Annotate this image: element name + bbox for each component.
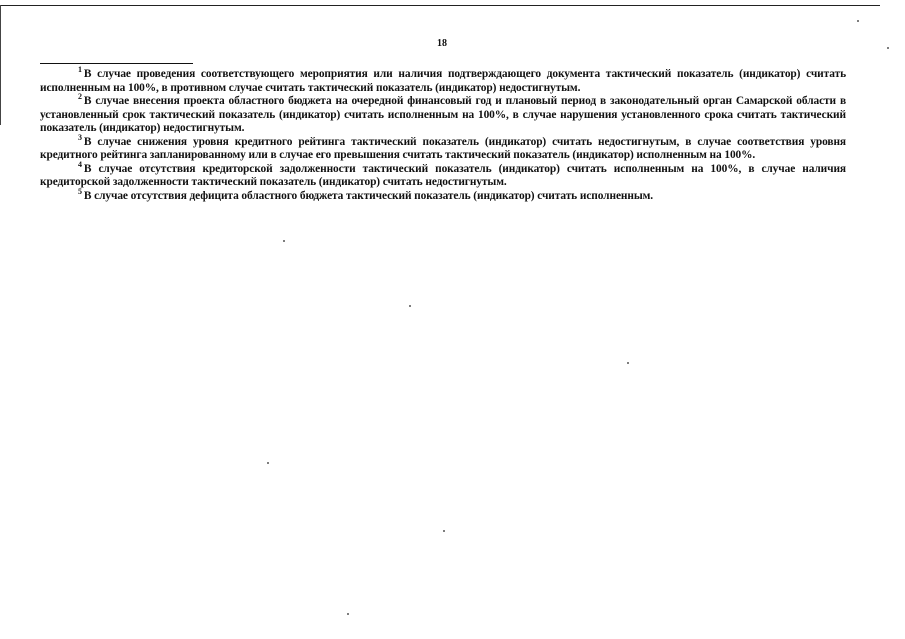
footnote-3-text: В случае снижения уровня кредитного рейтинга тактический показатель (индикатор) считать недостигнутым, в случае соответствия уровня кредитного рейтинга запланированному или в случае его превышения считать тактический показатель (индикатор) исполненным на 100%. [40, 135, 846, 161]
scan-speck [267, 462, 269, 464]
footnote-1 [40, 65, 846, 95]
footnote-2-mark: 2 [78, 92, 82, 101]
footnote-separator [40, 63, 193, 64]
scan-top-border [0, 5, 880, 6]
scan-speck [347, 613, 349, 615]
footnote-2 [40, 92, 846, 136]
scan-speck [443, 530, 445, 532]
footnote-3 [40, 132, 846, 163]
scan-speck [409, 305, 411, 307]
footnote-4-mark: 4 [78, 159, 82, 169]
page-number: 18 [437, 38, 447, 49]
scan-speck [283, 240, 285, 242]
footnote-3-mark: 3 [78, 132, 82, 142]
scan-speck [887, 47, 889, 49]
scan-speck [627, 362, 629, 364]
footnote-5-mark: 5 [78, 186, 82, 196]
footnote-4-text: В случае отсутствия кредиторской задолженности тактический показатель (индикатор) считать исполненным на 100%, в случае наличия кредиторской задолженности тактический показатель (индикатор) считать недостигнутым. [40, 162, 846, 188]
scan-left-border [0, 5, 1, 125]
footnote-4 [40, 159, 846, 190]
footnotes-section [40, 65, 846, 203]
footnote-1-mark: 1 [78, 65, 82, 74]
footnote-1-text: В случае проведения соответствующего мероприятия или наличия подтверждающего документа тактический показатель (индикатор) считать исполненным на 100%, в противном случае считать тактический показатель (индикатор) недостигнутым. [40, 68, 846, 94]
footnote-2-text: В случае внесения проекта областного бюджета на очередной финансовый год и плановый период в законодательный орган Самарской области в установленный срок тактический показатель (индикатор) считать исполненным на 100%, в случае нарушения установленного срока считать тактический показатель (индикатор) недостигнутым. [40, 95, 846, 134]
footnote-5-text: В случае отсутствия дефицита областного бюджета тактический показатель (индикатор) считать исполненным. [83, 189, 654, 202]
footnote-5 [40, 186, 846, 204]
scan-speck [857, 20, 859, 22]
